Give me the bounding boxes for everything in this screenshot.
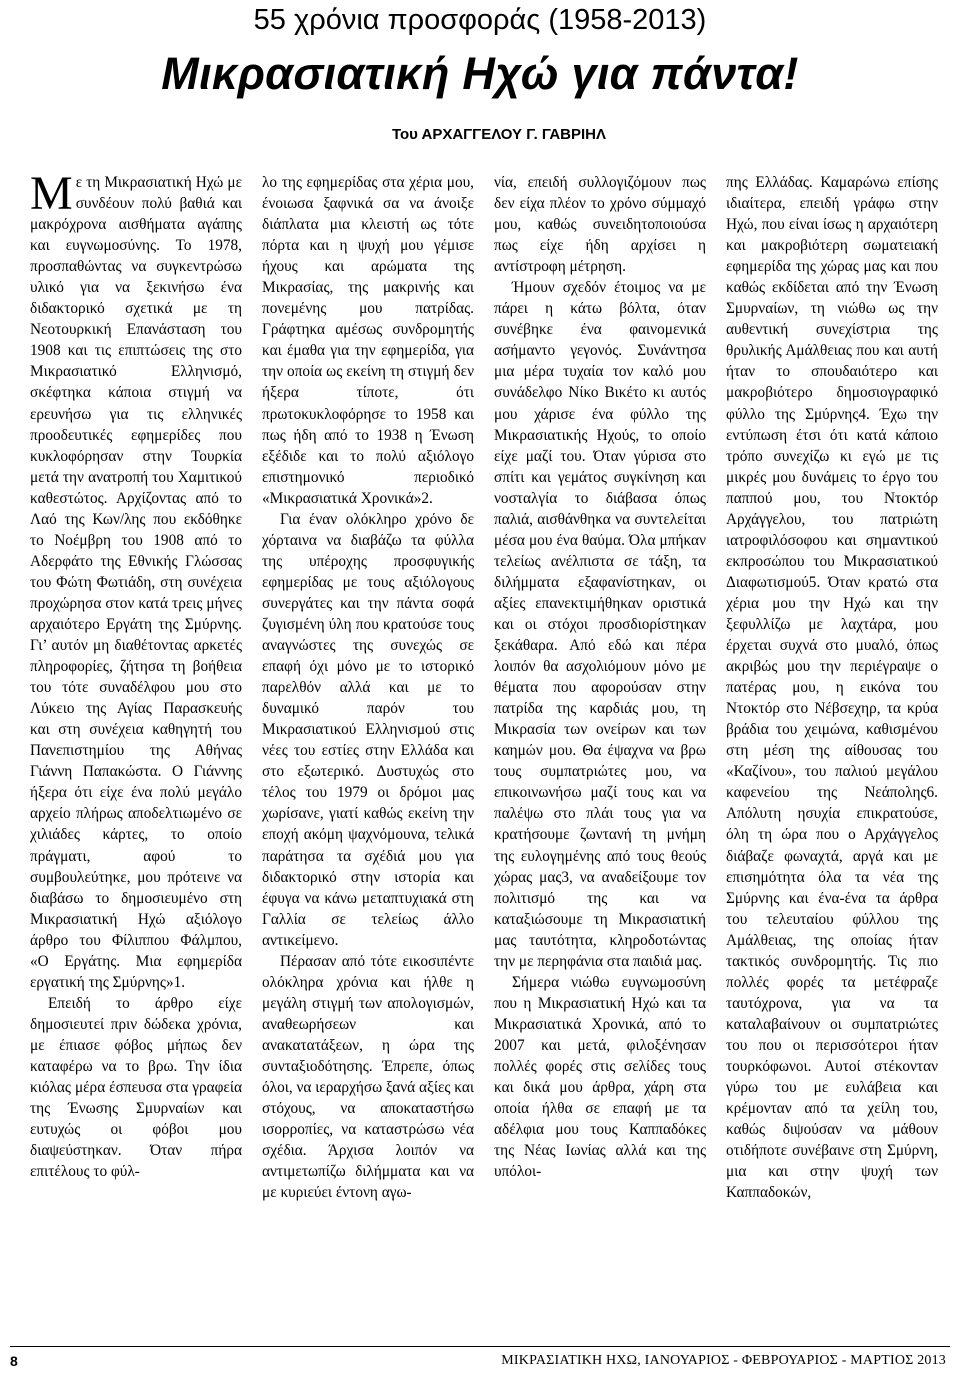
paragraph: Για έναν ολόκληρο χρόνο δε χόρταινα να διαβάζω τα φύλλα της υπέροχης προσφυγικής εφημερίδας με τους αξιόλογους συνεργάτες και την πάντα σοφά ζυγισμένη ύλη που κρατούσε τους αναγνώστες της συνεχώς σε επαφή όχι μόνο με το ιστορικό παρελθόν αλλά και με το δυναμικό παρόν του Μικρασιατικού Ελληνισμού στις νέες του εστίες στην Ελλάδα και στο εξωτερικό. Δυστυχώς στο τέλος του 1979 οι δρόμοι μας χωρίσανε, γιατί καθώς εκείνη την εποχή ακόμη ψαχνόμουνα, τελικά παράτησα τα σχέδιά μου για διδακτορικό στην ιστορία και έφυγα να κάνω μεταπτυχιακά στη Γαλλία σε τελείως άλλο αντικείμενο.: [262, 510, 474, 949]
supertitle: 55 χρόνια προσφοράς (1958-2013): [253, 4, 707, 36]
article-column-1: [30, 172, 242, 1322]
paragraph: [30, 172, 242, 993]
paragraph: Σήμερα νιώθω ευγνωμοσύνη που η Μικρασιατική Ηχώ και τα Μικρασιατικά Χρονικά, από το 2007 και μετά, φιλοξένησαν πολλές φορές στις σελίδες τους και δικά μου άρθρα, χάρη στα οποία ήλθα σε επαφή με τα αδέλφια μου τους Καππαδόκες της Νέας Ιωνίας αλλά και της υπόλοι-: [494, 973, 706, 1181]
page-title: Μικρασιατική Ηχώ για πάντα!: [161, 48, 799, 99]
article-column-2: [262, 172, 474, 1322]
paragraph: Επειδή το άρθρο είχε δημοσιευτεί πριν δώδεκα χρόνια, με έπιασε φόβος μήπως δεν καταφέρω να το βρω. Την ίδια κιόλας μέρα έσπευσα στα γραφεία της Ένωσης Σμυρναίων και ευτυχώς οι φόβοι μου διαψεύστηκαν. Όταν πήρα επιτέλους το φύλ-: [30, 994, 242, 1181]
footer-issue: ΜΙΚΡΑΣΙΑΤΙΚΗ ΗΧΩ, ΙΑΝΟΥΑΡΙΟΣ - ΦΕΒΡΟΥΑΡΙΟΣ - ΜΑΡΤΙΟΣ 2013: [501, 1353, 946, 1368]
paragraph: νία, επειδή συλλογιζόμουν πως δεν είχα πλέον το χρόνο σύμμαχό μου, καθώς συνειδητοποιούσα πως είχε ήδη αρχίσει η αντίστροφη μέτρηση.: [494, 174, 706, 276]
paragraph: Πέρασαν από τότε εικοσιπέντε ολόκληρα χρόνια και ήλθε η μεγάλη στιγμή των απολογισμών, αναθεωρήσεων και ανακατατάξεων, η ώρα της συνταξιοδότησης. Έπρεπε, όπως όλοι, να ιεραρχήσω ξανά αξίες και στόχους, να αποκαταστήσω ισορροπίες, να καταστρώσω νέα σχέδια. Άρχισα λοιπόν να αντιμετωπίζω διλήμματα και να με κυριεύει έντονη αγω-: [262, 952, 474, 1202]
paragraph-text: ε τη Μικρασιατική Ηχώ με συνδέουν πολύ βαθιά και μακρόχρονα αισθήματα αγάπης και ευγνωμοσύνης. Το 1978, προσπαθώντας να συγκεντρώσω υλικό για να ξεκινήσω ένα διδακτορικό σχετικά με τη Νεοτουρκική Επανάσταση του 1908 και τις επιπτώσεις της στο Μικρασιατικό Ελληνισμό, σκέφτηκα κάποια στιγμή να ερευνήσω για τις ελληνικές προοδευτικές εφημερίδες που κυκλοφόρησαν στην Τουρκία μετά την ανατροπή του Χαμιτικού καθεστώτος. Αρχίζοντας από το Λαό της Κων/λης που εκδόθηκε το Νοέμβρη του 1908 από το Αδερφάτο της Εθνικής Γλώσσας του Φώτη Φωτιάδη, στη συνέχεια προχώρησα στον κατά τρεις μήνες αρχαιότερο Εργάτη της Σμύρνης. Γι’ αυτόν μη διαθέτοντας αρκετές πληροφορίες, ζήτησα τη βοήθεια του τότε συναδέλφου μου στο Λύκειο της Αγίας Παρασκευής και στη συνέχεια καθηγητή του Πανεπιστημίου της Αθήνας Γιάννη Παπακώστα. Ο Γιάννης ήξερα ότι είχε ένα πολύ μεγάλο αρχείο πλήρως αποδελτιωμένο σε χιλιάδες κάρτες, το οποίο πράγματι, αφού το συμβουλεύτηκε, μου πρότεινε να διαβάσω το δημοσιευμένο στη Μικρασιατική Ηχώ αξιόλογο άρθρο του Φίλιππου Φάλμπου, «Ο Εργάτης. Μια εφημερίδα εργατική της Σμύρνης»1.: [30, 174, 242, 991]
paragraph: Ήμουν σχεδόν έτοιμος να με πάρει η κάτω βόλτα, όταν συνέβηκε ένα φαινομενικά ασήμαντο γεγονός. Συνάντησα μια μέρα τυχαία τον καλό μου συνάδελφο Νίκο Βικέτο κι αυτός μου χάρισε ένα φύλλο της Μικρασιατικής Ηχούς, το οποίο είχε μαζί του. Όταν γύρισα στο σπίτι και γεμάτος συγκίνηση και νοσταλγία το διάβασα όπως παλιά, αισθάνθηκα να συντελείται μέσα μου ένα θαύμα. Όλα μπήκαν τελείως ανέλπιστα σε τάξη, τα διλήμματα εξαφανίστηκαν, οι αξίες επανεκτιμήθηκαν οριστικά και οι στόχοι προσδιορίστηκαν ξεκάθαρα. Από εδώ και πέρα λοιπόν θα ασχολιόμουν μόνο με θέματα που αφορούσαν στην πατρίδα της καρδιάς μου, τη Μικρασία των ονείρων και των καημών μου. Θα έψαχνα να βρω τους συμπατριώτες μου, να επικοινωνήσω μαζί τους και να παλέψω στο πλάι τους για να κρατήσουμε ζωντανή τη μνήμη της ευλογημένης από τους θεούς χώρας μας3, να αναδείξουμε τον πολιτισμό της και να καταξιώσουμε τη Μικρασιατική μας ταυτότητα, κληροδοτώντας την με περηφάνια στα παιδιά μας.: [494, 279, 706, 970]
article-column-3: [494, 172, 706, 1322]
byline: Του ΑΡΧΑΓΓΕΛΟΥ Γ. ΓΑΒΡΙΗΛ: [391, 126, 606, 143]
paragraph: πης Ελλάδας. Καμαρώνω επίσης ιδιαίτερα, επειδή γράφω στην Ηχώ, που είναι ίσως η αρχαιότερη και μακροβιότερη σωματειακή εφημερίδα της χώρας μας και που καθώς εκδίδεται από την Ένωση Σμυρναίων, τη νιώθω ως την αυθεντική συνεχίστρια της θρυλικής Αμάλθειας που και αυτή ήταν το σπουδαιότερο και μακροβιότερο δημοσιογραφικό φύλλο της Σμύρνης4. Έχω την εντύπωση έτσι ότι κατά κάποιο τρόπο συνεχίζω κι εγώ με τις μικρές μου δυνάμεις το έργο του παππού μου, του Ντοκτόρ Αρχάγγελου, του πατριώτη ιατροφιλόσοφου και σημαντικού εκπροσώπου του Μικρασιατικού Διαφωτισμού5. Όταν κρατώ στα χέρια μου την Ηχώ και την ξεφυλλίζω με λαχτάρα, μου έρχεται συχνά στο μυαλό, όπως ακριβώς μου την περιέγραψε ο πατέρας μου, η εικόνα του Ντοκτόρ στο Νέβσεχηρ, τα κρύα βράδια του χειμώνα, καθισμένου στη μέση της αίθουσας του «Καζίνου», του παλιού μεγάλου καφενείου της Νεάπολης6. Απόλυτη ησυχία επικρατούσε, όλη τη ώρα που ο Αρχάγγελος διάβαζε φωναχτά, αργά και με επισημότητα όλα τα νέα της Σμύρνης και ένα-ένα τα άρθρα του τελευταίου φύλλου της Αμάλθειας, της οποίας ήταν τακτικός συνδρομητής. Τις πιο πολλές φορές τα μετέφραζε ταυτόχρονα, για να τα καταλαβαίνουν οι συμπατριώτες του που οι περισσότεροι ήταν τουρκόφωνοι. Αυτοί στέκονταν γύρω του με ευλάβεια και κρέμονταν από τα χείλη του, καθώς διψούσαν να μάθουν οτιδήποτε συνέβαινε στη Σμύρνη, μια και στην ψυχή των Καππαδοκών,: [726, 174, 938, 1202]
footer-divider: [10, 1346, 950, 1347]
article-column-4: [726, 172, 938, 1322]
page-number: 8: [10, 1353, 18, 1369]
drop-cap: Μ: [30, 172, 73, 220]
paragraph: λο της εφημερίδας στα χέρια μου, ένοιωσα ξαφνικά σα να άνοιξε διάπλατα μια κλειστή ως τότε πόρτα και η ψυχή μου γέμισε ήχους και αρώματα της Μικρασίας, της μακρινής και πονεμένης μου πατρίδας. Γράφτηκα αμέσως συνδρομητής και έμαθα για την εφημερίδα, για την οποία ως εκείνη τη στιγμή δεν ήξερα τίποτε, ότι πρωτοκυκλοφόρησε το 1958 και πως ήδη από το 1938 η Ένωση εξέδιδε και το πολύ αξιόλογο επιστημονικό περιοδικό «Μικρασιατικά Χρονικά»2.: [262, 174, 474, 507]
